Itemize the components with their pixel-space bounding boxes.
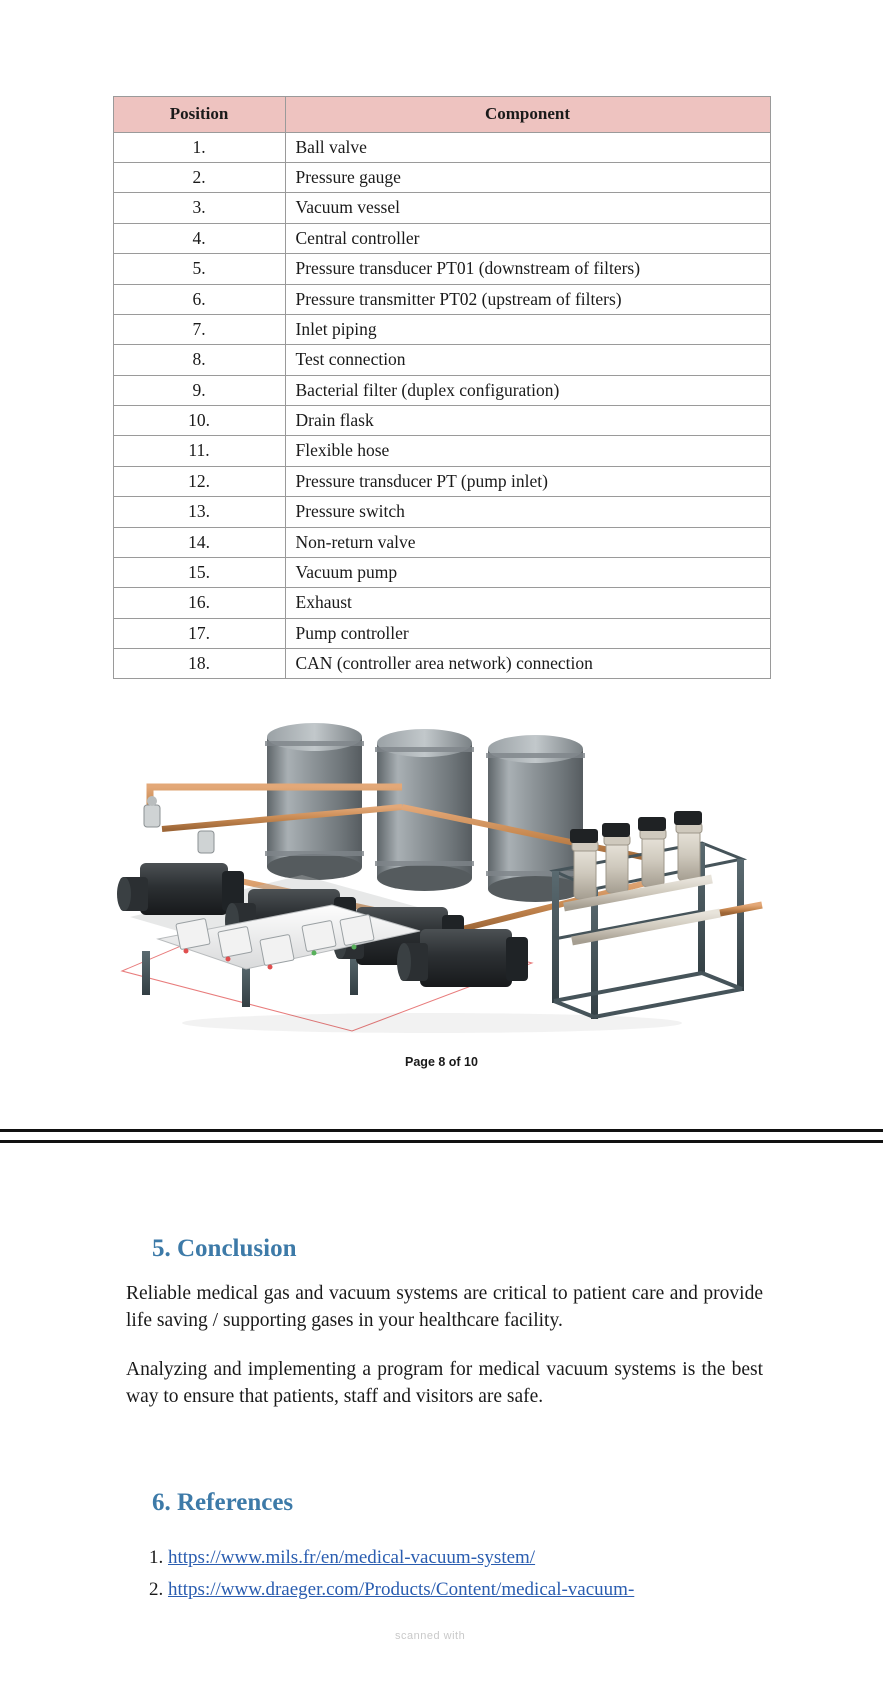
cell-component: Inlet piping: [285, 314, 770, 344]
cell-component: Pressure transmitter PT02 (upstream of filters): [285, 284, 770, 314]
table-row: [113, 345, 770, 375]
cell-position: 12.: [113, 466, 285, 496]
table-body: [113, 132, 770, 679]
cell-component: Exhaust: [285, 588, 770, 618]
cell-position: 16.: [113, 588, 285, 618]
cell-component: Central controller: [285, 223, 770, 253]
column-header-position: Position: [113, 97, 285, 133]
table-row: [113, 132, 770, 162]
cell-component: Test connection: [285, 345, 770, 375]
table-header-row: [113, 97, 770, 133]
table-row: [113, 557, 770, 587]
table-row: [113, 497, 770, 527]
table-header: [113, 97, 770, 133]
cell-position: 15.: [113, 557, 285, 587]
vacuum-plant-illustration: [102, 701, 782, 1041]
cell-component: Flexible hose: [285, 436, 770, 466]
page-break-divider: [0, 1129, 883, 1143]
conclusion-paragraph-2: Analyzing and implementing a program for medical vacuum systems is the best way to ensure that patients, staff and visitors are safe.: [126, 1359, 763, 1408]
cell-component: CAN (controller area network) connection: [285, 649, 770, 679]
reference-link[interactable]: https://www.mils.fr/en/medical-vacuum-system/: [168, 1547, 536, 1569]
cell-position: 9.: [113, 375, 285, 405]
cell-position: 14.: [113, 527, 285, 557]
page-9-content: [0, 1235, 883, 1605]
cell-component: Bacterial filter (duplex configuration): [285, 375, 770, 405]
component-table: [113, 96, 771, 679]
table-row: [113, 436, 770, 466]
cell-position: 13.: [113, 497, 285, 527]
cell-component: Ball valve: [285, 132, 770, 162]
cell-component: Non-return valve: [285, 527, 770, 557]
table-row: [113, 314, 770, 344]
component-table-wrapper: [113, 96, 771, 679]
table-row: [113, 163, 770, 193]
reference-item: [168, 1575, 763, 1605]
reference-link[interactable]: https://www.draeger.com/Products/Content/medical-vacuum-: [168, 1579, 635, 1601]
cell-position: 17.: [113, 618, 285, 648]
references-heading: 6. References: [152, 1489, 294, 1517]
page-number: Page 8 of 10: [405, 1055, 478, 1070]
scanner-watermark: scanned with: [395, 1630, 466, 1642]
cell-component: Pressure switch: [285, 497, 770, 527]
conclusion-paragraph-1: Reliable medical gas and vacuum systems are critical to patient care and provide life saving / supporting gases in your healthcare facility.: [126, 1283, 763, 1332]
table-row: [113, 649, 770, 679]
table-row: [113, 618, 770, 648]
cell-position: 3.: [113, 193, 285, 223]
cell-position: 7.: [113, 314, 285, 344]
cell-position: 10.: [113, 406, 285, 436]
cell-position: 6.: [113, 284, 285, 314]
table-row: [113, 466, 770, 496]
cell-position: 11.: [113, 436, 285, 466]
table-row: [113, 193, 770, 223]
cell-component: Pump controller: [285, 618, 770, 648]
cell-component: Vacuum vessel: [285, 193, 770, 223]
cell-position: 5.: [113, 254, 285, 284]
cell-component: Pressure transducer PT (pump inlet): [285, 466, 770, 496]
vacuum-plant-figure: [102, 701, 782, 1041]
document-page: [0, 96, 883, 1642]
table-row: [113, 406, 770, 436]
cell-position: 8.: [113, 345, 285, 375]
cell-component: Pressure gauge: [285, 163, 770, 193]
reference-item: [168, 1543, 763, 1573]
cell-position: 4.: [113, 223, 285, 253]
cell-position: 2.: [113, 163, 285, 193]
cell-component: Pressure transducer PT01 (downstream of filters): [285, 254, 770, 284]
table-row: [113, 527, 770, 557]
column-header-component: Component: [285, 97, 770, 133]
table-row: [113, 223, 770, 253]
conclusion-heading: 5. Conclusion: [152, 1235, 297, 1263]
table-row: [113, 588, 770, 618]
cell-component: Drain flask: [285, 406, 770, 436]
table-row: [113, 284, 770, 314]
cell-position: 18.: [113, 649, 285, 679]
cell-component: Vacuum pump: [285, 557, 770, 587]
table-row: [113, 375, 770, 405]
references-list: [126, 1543, 763, 1606]
table-row: [113, 254, 770, 284]
cell-position: 1.: [113, 132, 285, 162]
